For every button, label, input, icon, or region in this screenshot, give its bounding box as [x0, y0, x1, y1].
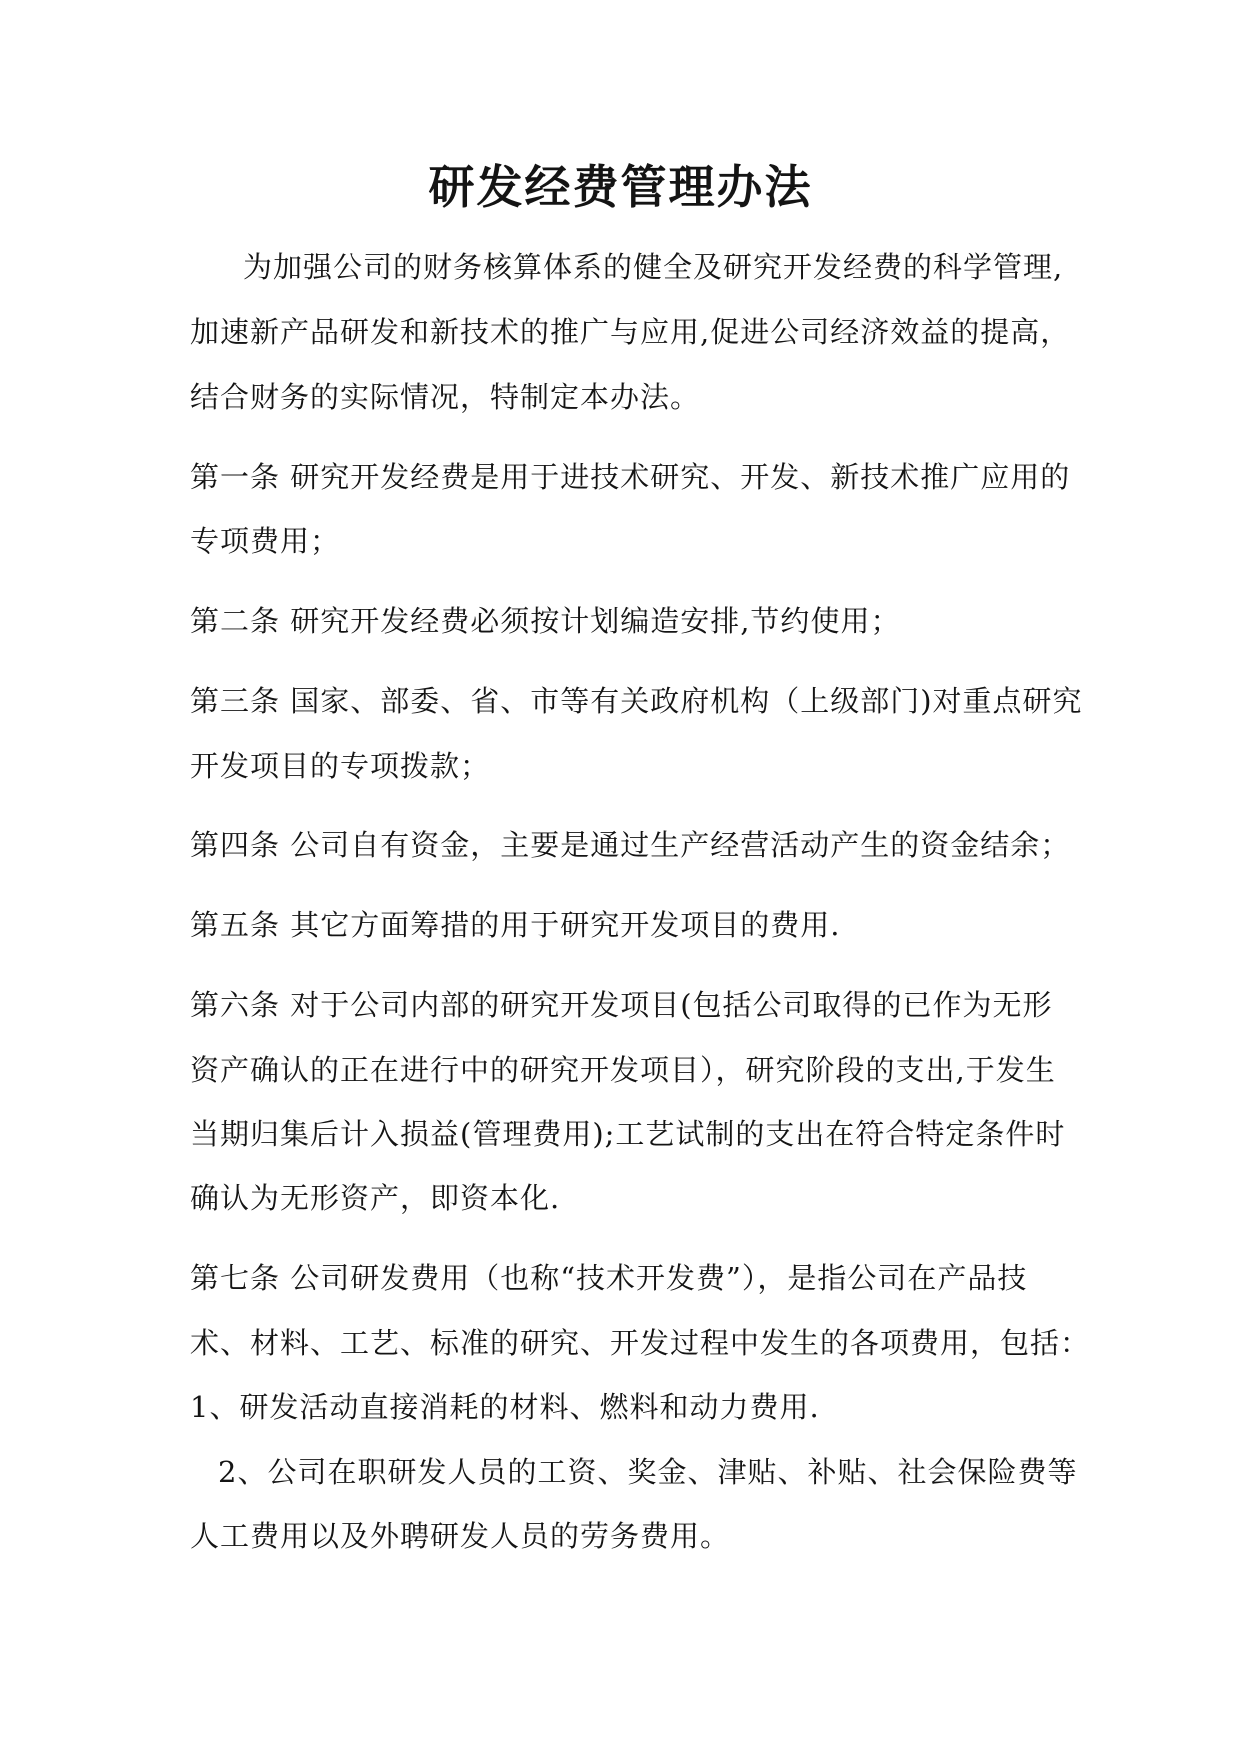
- document-title: 研发经费管理办法: [428, 160, 813, 214]
- article-1-line-1: 第一条 研究开发经费是用于进技术研究、开发、新技术推广应用的: [190, 460, 1071, 494]
- article-6-line-4: 确认为无形资产，即资本化.: [190, 1181, 561, 1215]
- article-6-line-1: 第六条 对于公司内部的研究开发项目(包括公司取得的已作为无形: [190, 988, 1053, 1022]
- article-6-line-2: 资产确认的正在进行中的研究开发项目），研究阶段的支出,于发生: [190, 1053, 1056, 1087]
- article-1-line-2: 专项费用；: [190, 524, 341, 558]
- article-4-line-1: 第四条 公司自有资金，主要是通过生产经营活动产生的资金结余；: [190, 828, 1071, 862]
- article-3-line-1: 第三条 国家、部委、省、市等有关政府机构（上级部门)对重点研究: [190, 684, 1083, 718]
- article-7-line-1: 第七条 公司研发费用（也称“技术开发费”），是指公司在产品技: [190, 1261, 1028, 1295]
- paragraph-intro-line-1: 为加强公司的财务核算体系的健全及研究开发经费的科学管理,: [243, 250, 1064, 284]
- article-2-line-1: 第二条 研究开发经费必须按计划编造安排,节约使用；: [190, 604, 901, 638]
- article-3-line-2: 开发项目的专项拨款；: [190, 749, 491, 783]
- article-6-line-3: 当期归集后计入损益(管理费用);工艺试制的支出在符合特定条件时: [190, 1117, 1066, 1151]
- article-7-item-2-line-1: 2、公司在职研发人员的工资、奖金、津贴、补贴、社会保险费等: [218, 1455, 1078, 1489]
- article-7-item-2-line-2: 人工费用以及外聘研发人员的劳务费用。: [190, 1519, 731, 1553]
- article-5-line-1: 第五条 其它方面筹措的用于研究开发项目的费用.: [190, 908, 841, 942]
- article-7-item-1: 1、研发活动直接消耗的材料、燃料和动力费用.: [190, 1390, 820, 1424]
- paragraph-intro-line-3: 结合财务的实际情况，特制定本办法。: [190, 380, 701, 414]
- article-7-line-2: 术、材料、工艺、标准的研究、开发过程中发生的各项费用，包括：: [190, 1326, 1091, 1360]
- paragraph-intro-line-2: 加速新产品研发和新技术的推广与应用,促进公司经济效益的提高，: [190, 315, 1071, 349]
